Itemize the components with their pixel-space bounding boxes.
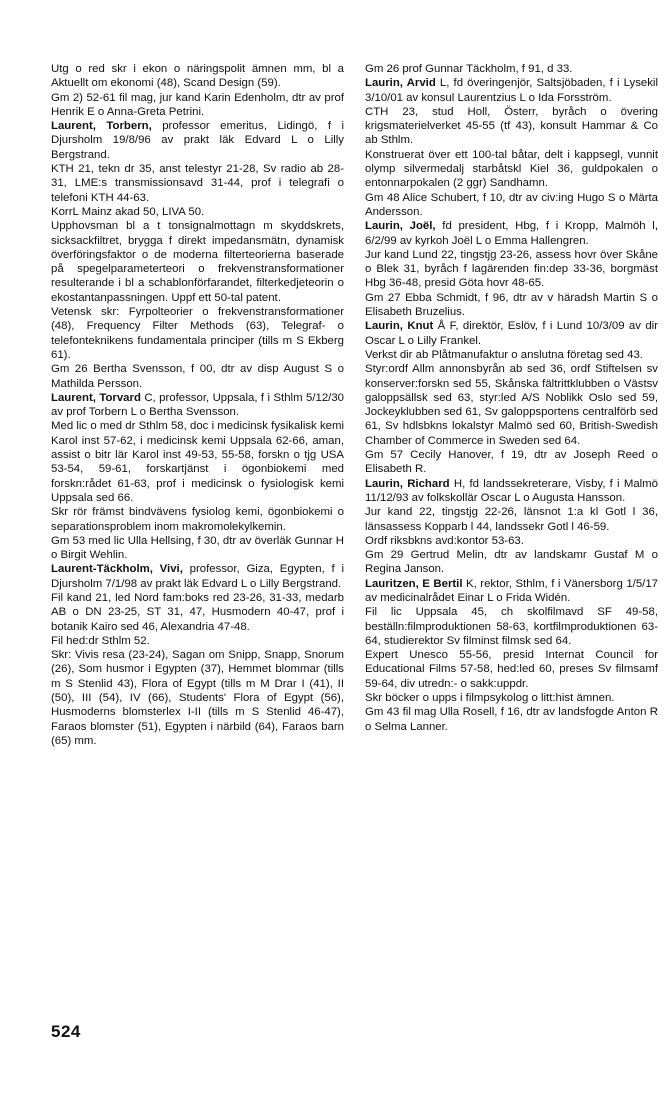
entry-name: Laurin, Joël, [365, 220, 436, 233]
biography-entry-heading-paragraph [51, 391, 344, 420]
entry-text: Verkst dir ab Plåtmanufaktur o anslutna företag sed 43. [365, 348, 643, 361]
entry-text: Gm 57 Cecily Hanover, f 19, dtr av Joseph Reed o Elisabeth R. [365, 449, 658, 476]
entry-text: Gm 29 Gertrud Melin, dtr av landskamr Gustaf M o Regina Janson. [365, 549, 658, 576]
entry-text: Gm 48 Alice Schubert, f 10, dtr av civ:ing Hugo S o Märta Andersson. [365, 191, 658, 218]
entry-text: Konstruerat över ett 100-tal båtar, delt i kappsegl, vunnit olymp silvermedalj starbåtskl Kiel 36, guldpokalen o entonnarpokalen (2 ggr) Sandhamn. [365, 148, 658, 190]
biography-paragraph [51, 505, 344, 534]
entry-text: Expert Unesco 55-56, presid Internat Council for Educational Films 57-58, hed:led 60, preses Sv filmsamf 59-64, div utredn:- o sakk:uppdr. [365, 649, 658, 690]
entry-text: Gm 53 med lic Ulla Hellsing, f 30, dtr av överläk Gunnar H o Birgit Wehlin. [51, 534, 344, 562]
entry-text: KorrL Mainz akad 50, LIVA 50. [51, 205, 205, 218]
entry-text: Vetensk skr: Fyrpolteorier o frekvenstransformationer (48), Frequency Filter Methods (63), Telegraf- o telefonteknikens fundamentala principer (tills m S Ekberg 61). [51, 306, 344, 361]
entry-text: Gm 2) 52-61 fil mag, jur kand Karin Edenholm, dtr av prof Henrik E o Anna-Greta Petrini. [51, 91, 344, 118]
biography-paragraph [365, 291, 658, 320]
biography-paragraph [51, 591, 344, 634]
entry-text: Fil lic Uppsala 45, ch skolfilmavd SF 49-58, beställn:filmproduktionen 58-63, kortfilmproduktionen 63-64, studierektor Sv filminst filmsk sed 64. [365, 606, 658, 647]
entry-text: Å F, direktör, Eslöv, f i Lund 10/3/09 av dir Oscar L o Lilly Frankel. [365, 320, 658, 347]
biography-entry-heading-paragraph [365, 577, 658, 606]
biography-paragraph [365, 648, 658, 691]
entry-name: Laurent, Torvard [51, 391, 141, 404]
entry-name: Laurent, Torbern, [51, 120, 152, 133]
entry-text: KTH 21, tekn dr 35, anst telestyr 21-28, Sv radio ab 28-31, LME:s transmissionsavd 31-44, prof i telegrafi o telefoni KTH 44-63. [51, 163, 344, 204]
entry-text: Fil kand 21, led Nord fam:boks red 23-26, 31-33, medarb AB o DN 23-25, ST 31, 47, Husmodern 40-47, prof i botanik Kairo sed 46, Alexandria 47-48. [51, 591, 344, 633]
biography-paragraph [365, 248, 658, 291]
entry-name: Laurent-Täckholm, Vivi, [51, 563, 183, 576]
entry-text: professor, Giza, Egypten, f i Djursholm 7/1/98 av prakt läk Edvard L o Lilly Bergstrand. [51, 563, 344, 590]
biography-paragraph [365, 362, 658, 448]
biography-paragraph [365, 148, 658, 191]
entry-text: Gm 27 Ebba Schmidt, f 96, dtr av v häradsh Martin S o Elisabeth Bruzelius. [365, 291, 658, 319]
biography-paragraph [51, 62, 344, 91]
right-column [365, 62, 658, 734]
biography-paragraph [365, 505, 658, 534]
entry-text: Gm 43 fil mag Ulla Rosell, f 16, dtr av landsfogde Anton R o Selma Lanner. [365, 706, 658, 733]
entry-name: Lauritzen, E Bertil [365, 577, 463, 590]
entry-name: Laurin, Arvid [365, 77, 436, 90]
page-number: 524 [51, 1022, 81, 1041]
entry-text: Gm 26 Bertha Svensson, f 00, dtr av disp August S o Mathilda Persson. [51, 363, 344, 390]
entry-text: Fil hed:dr Sthlm 52. [51, 634, 150, 647]
biography-entry-heading-paragraph [51, 562, 344, 591]
entry-text: C, professor, Uppsala, f i Sthlm 5/12/30 av prof Torbern L o Bertha Svensson. [51, 391, 344, 419]
biography-entry-heading-paragraph [365, 477, 658, 506]
entry-text: CTH 23, stud Holl, Österr, byråch o övering krigsmaterielverket 45-55 (tf 43), konsult Hammar & Co ab Sthlm. [365, 105, 658, 147]
entry-text: Gm 26 prof Gunnar Täckholm, f 91, d 33. [365, 63, 573, 75]
entry-text: Skr rör främst bindvävens fysiolog kemi, ögonbiokemi o separationsproblem inom makromolekylkemin. [51, 506, 344, 533]
biography-paragraph [365, 691, 658, 705]
biography-entry-heading-paragraph [51, 119, 344, 162]
biography-paragraph [51, 362, 344, 391]
biography-paragraph [51, 648, 344, 748]
entry-name: Laurin, Knut [365, 320, 434, 333]
entry-text: Ordf riksbkns avd:kontor 53-63. [365, 534, 524, 547]
entry-name: Laurin, Richard [365, 477, 450, 490]
entry-text: Jur kand 22, tingstjg 22-26, länsnot 1:a kl Gotl l 36, länsassess Kopparb l 44, landssekr Gotl l 46-59. [365, 506, 658, 533]
biography-entry-heading-paragraph [365, 219, 658, 248]
biography-paragraph [365, 348, 658, 362]
entry-text: Styr:ordf Allm annonsbyrån ab sed 36, ordf Stiftelsen sv konserver:forskn sed 55, Skånska fältrittklubben o Västsv galoppsällsk sed 63, styr:led A/S Noblikk Oslo sed 59, Jockeyklubben sed 61, Sv galoppsportens centralförb sed 61, Sv hdlsbkns lokalstyr Malmö sed 60, British-Swedish Chamber of Commerce in Sweden sed 64. [365, 363, 658, 447]
entry-text: Utg o red skr i ekon o näringspolit ämnen mm, bl a Aktuellt om ekonomi (48), Scand Design (59). [51, 63, 344, 90]
entry-text: Jur kand Lund 22, tingstjg 23-26, assess hovr över Skåne o Blek 31, byråch f lagärenden fin:dep 33-36, borgmäst Hbg 36-48, presid Göta hovr 48-65. [365, 248, 658, 290]
biography-paragraph [365, 62, 658, 76]
biography-paragraph [365, 605, 658, 648]
entry-text: Skr böcker o upps i filmpsykolog o litt:hist ämnen. [365, 692, 615, 705]
entry-text: Skr: Vivis resa (23-24), Sagan om Snipp, Snapp, Snorum (26), Som husmor i Egypten (37), Hemmet blommar (tills m S Stenlid 43), Flora of Egypt (tills m M Drar I (41), II (50), III (54), IV (66), Students' Flora of Egypt (56), Husmoderns blomsterlex I-II (tills m S Stenlid 46-47), Faraos blomster (51), Egypten i närbild (64), Faraos barn (65) mm. [51, 649, 344, 747]
entry-text: H, fd landssekreterare, Visby, f i Malmö 11/12/93 av folkskollär Oscar L o Augusta Hansson. [365, 477, 659, 504]
entry-text: Upphovsman bl a t tonsignalmottagn m skyddskrets, sicksackfiltret, brygga f direkt impedansmätn, dynamisk överföringsfaktor o de moderna filterteorierna baserade på spegelparameterteori o frekvenstransformationer resulterande i bl a schablonförfarandet, filterkedjeteorin o ekostantanpassningen. Uppf ett 50-tal patent. [51, 220, 344, 304]
entry-text: L, fd överingenjör, Saltsjöbaden, f i Lysekil 3/10/01 av konsul Laurentzius L o Ida Forsström. [365, 77, 658, 104]
biography-paragraph [51, 162, 344, 205]
biography-paragraph [51, 634, 344, 648]
biography-paragraph [51, 305, 344, 362]
left-column [51, 62, 344, 748]
biography-paragraph [365, 448, 658, 477]
biography-paragraph [365, 534, 658, 548]
entry-text: professor emeritus, Lidingö, f i Djursholm 19/8/96 av prakt läk Edvard L o Lilly Bergstrand. [51, 120, 344, 161]
entry-text: Med lic o med dr Sthlm 58, doc i medicinsk fysikalisk kemi Karol inst 57-62, i medicinsk kemi Uppsala 62-66, aman, assist o bitr lär Karol inst 49-53, 55-58, forskn o tjg USA 53-54, 59-61, forskartjänst i ögonbiokemi med forskn:rådet 61-63, prof i medicinsk o fysiologisk kemi Uppsala sed 66. [51, 420, 344, 504]
biography-paragraph [365, 191, 658, 220]
biography-paragraph [365, 105, 658, 148]
biography-paragraph [51, 219, 344, 305]
biography-entry-heading-paragraph [365, 319, 658, 348]
biography-paragraph [365, 548, 658, 577]
biography-entry-heading-paragraph [365, 76, 658, 105]
biography-paragraph [365, 705, 658, 734]
biography-paragraph [51, 91, 344, 120]
biography-paragraph [51, 534, 344, 563]
entry-text: K, rektor, Sthlm, f i Vänersborg 1/5/17 av medicinalrådet Einar L o Frida Widén. [365, 577, 658, 604]
entry-text: fd president, Hbg, f i Kropp, Malmöh l, 6/2/99 av kyrkoh Joël L o Emma Hallengren. [365, 220, 659, 247]
biography-paragraph [51, 205, 344, 219]
biography-paragraph [51, 419, 344, 505]
